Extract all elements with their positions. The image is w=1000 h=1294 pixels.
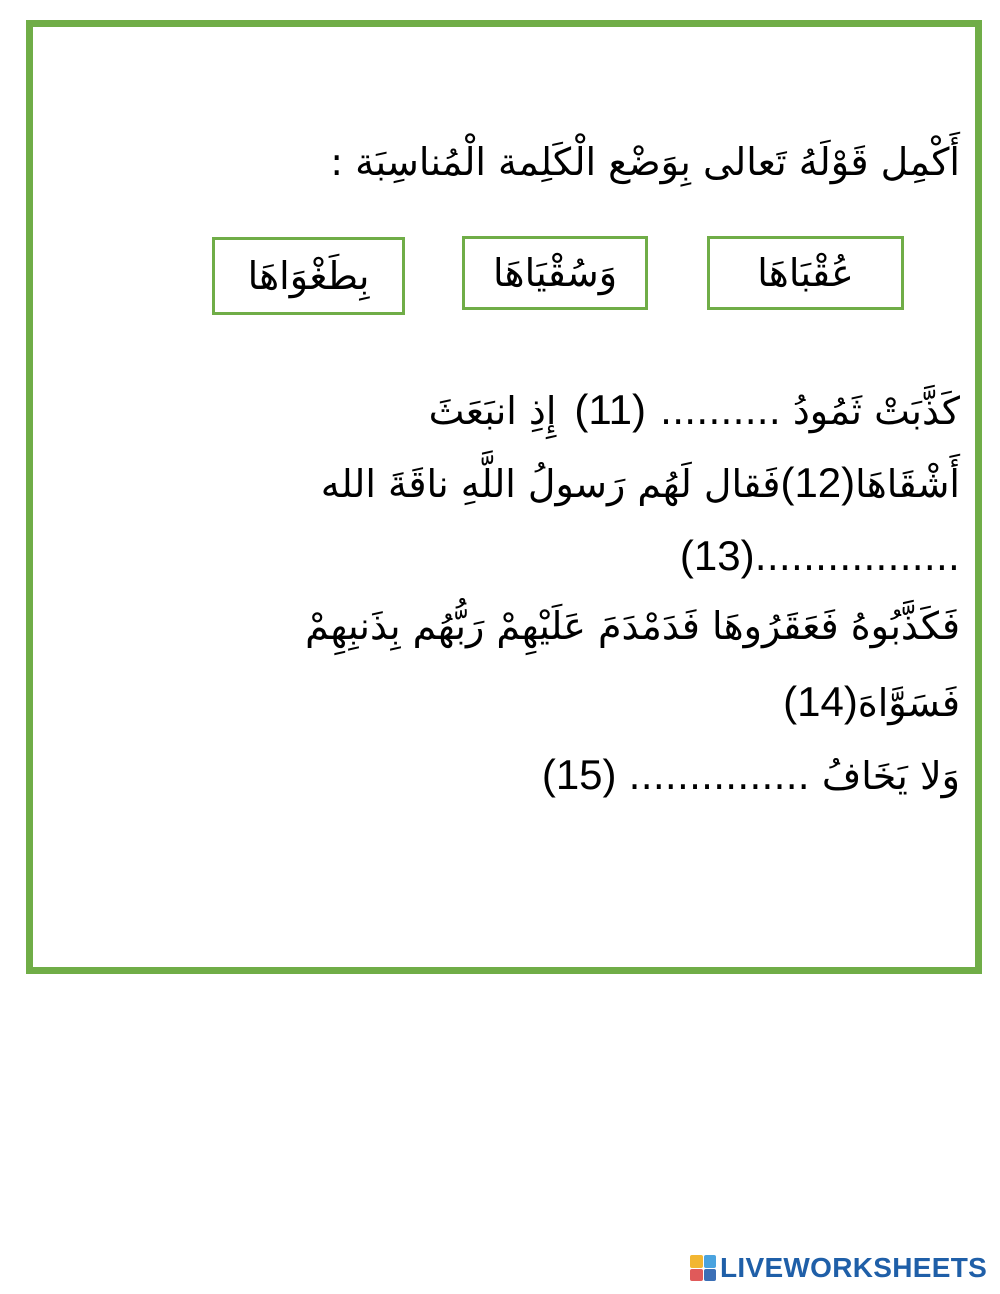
verse-6-text: وَلا يَخَافُ ...............	[628, 754, 960, 798]
verse-line-2	[200, 457, 960, 530]
verse-line-3	[200, 530, 960, 603]
verse-1-text: كَذَّبَتْ ثَمُودُ ..........	[660, 389, 960, 433]
logo-text: LIVEWORKSHEETS	[720, 1252, 988, 1283]
blank-number-11[interactable]: (11)	[574, 386, 647, 433]
verse-line-6	[200, 749, 960, 822]
verse-3-dots: .................	[754, 535, 960, 579]
liveworksheets-logo[interactable]	[690, 1252, 987, 1284]
verse-line-4	[200, 603, 960, 676]
blank-number-14[interactable]: (14)	[783, 678, 858, 725]
blank-number-13[interactable]: (13)	[679, 532, 755, 579]
verse-2-text-before: أَشْقَاهَا	[855, 462, 960, 506]
word-option-bitaghwaha[interactable]: بِطَغْوَاهَا	[212, 237, 405, 315]
word-option-uqbaha[interactable]: عُقْبَاهَا	[707, 236, 904, 310]
blank-number-12[interactable]: (12)	[780, 459, 856, 506]
instruction-heading: أَكْمِل قَوْلَهُ تَعالى بِوَضْع الْكَلِمة الْمُناسِبَة :	[330, 140, 960, 184]
verse-line-1	[200, 384, 960, 457]
liveworksheets-logo-icon	[690, 1255, 716, 1281]
verse-line-5	[200, 676, 960, 749]
word-option-suqyaha[interactable]: وَسُقْيَاهَا	[462, 236, 648, 310]
verses-block	[200, 384, 960, 822]
verse-4-text: فَكَذَّبُوهُ فَعَقَرُوهَا فَدَمْدَمَ عَلَيْهِمْ رَبُّهُم بِذَنبِهِمْ	[305, 604, 960, 648]
verse-5-text: فَسَوَّاهَ	[857, 681, 960, 725]
verse-1-text-after: إِذِ انبَعَثَ	[428, 389, 557, 433]
verse-2-text-after: فَقال لَهُم رَسولُ اللَّهِ ناقَةَ الله	[320, 462, 781, 506]
blank-number-15[interactable]: (15)	[541, 751, 617, 798]
